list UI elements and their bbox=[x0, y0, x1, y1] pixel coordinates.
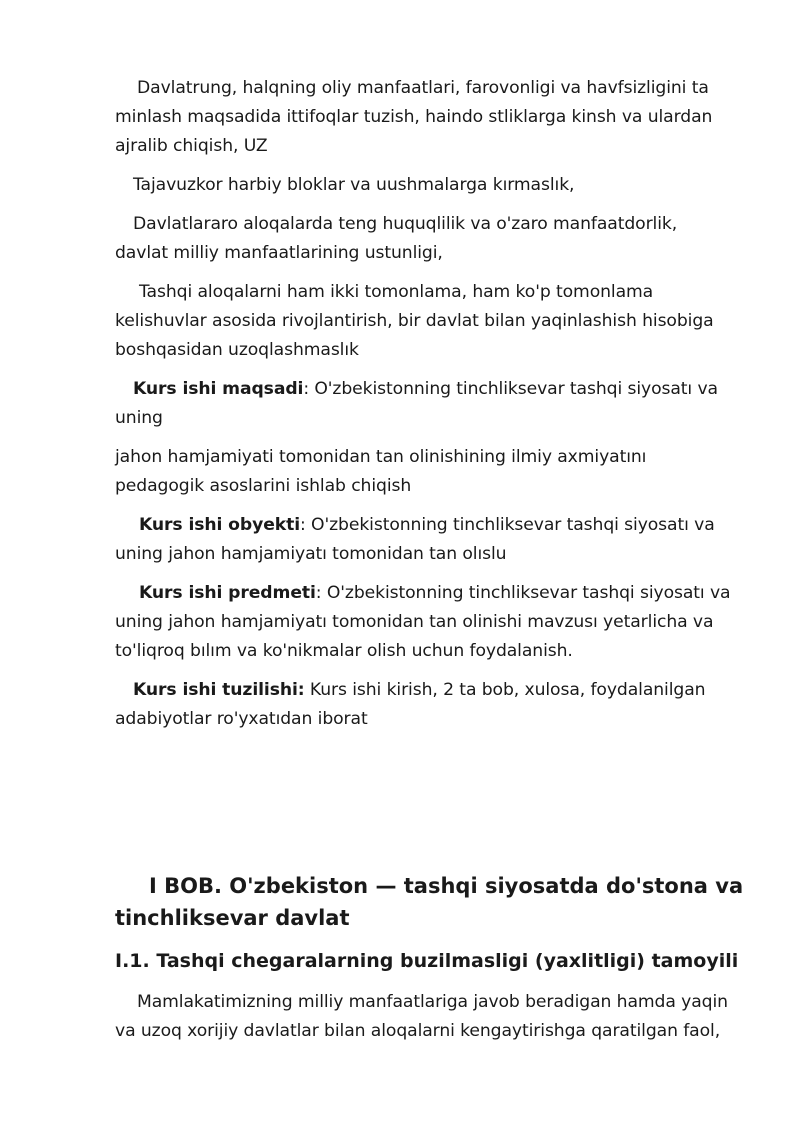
text-line: va uzoq xorijiy davlatlar bilan aloqalarni kengaytirishga qaratilgan faol, bbox=[115, 1021, 721, 1041]
text-line: tinchliksevar davlat bbox=[115, 906, 350, 930]
text-line: pedagogik asoslarini ishlab chiqish bbox=[115, 476, 412, 496]
text-line: I BOB. O'zbekiston — tashqi siyosatda do'stona va bbox=[149, 874, 744, 898]
text-line: jahon hamjamiyati tomonidan tan olinishining ilmiy axmiyatını bbox=[115, 447, 647, 467]
paragraph-structure bbox=[115, 676, 745, 734]
document-page bbox=[115, 74, 745, 1046]
section-title bbox=[115, 946, 745, 976]
text-line: davlat milliy manfaatlarining ustunligi, bbox=[115, 243, 443, 263]
paragraph-subject bbox=[115, 579, 745, 666]
paragraph-1 bbox=[115, 74, 745, 161]
text-line bbox=[115, 511, 745, 540]
paragraph-4 bbox=[115, 278, 745, 365]
paragraph-3 bbox=[115, 210, 745, 268]
text-line bbox=[115, 579, 745, 608]
text-line bbox=[115, 375, 745, 404]
paragraph-2 bbox=[115, 171, 745, 200]
text-line: uning jahon hamjamiyatı tomonidan tan olinishi mavzusı yetarlicha va bbox=[115, 612, 714, 632]
text-line: ajralib chiqish, UZ bbox=[115, 136, 268, 156]
structure-label: Kurs ishi tuzilishi: bbox=[133, 680, 305, 700]
text-line: boshqasidan uzoqlashmaslık bbox=[115, 340, 359, 360]
chapter-title bbox=[115, 870, 745, 934]
text-line: Davlatlararo aloqalarda teng huquqlilik va o'zaro manfaatdorlik, bbox=[133, 214, 678, 234]
structure-text: Kurs ishi kirish, 2 ta bob, xulosa, foydalanilgan bbox=[304, 680, 706, 700]
paragraph-object bbox=[115, 511, 745, 569]
text-line: Tajavuzkor harbiy bloklar va uushmalarga kırmaslık, bbox=[133, 175, 575, 195]
text-line: I.1. Tashqi chegaralarning buzilmasligi (yaxlitligi) tamoyili bbox=[115, 950, 739, 972]
subject-label: Kurs ishi predmeti bbox=[139, 583, 316, 603]
text-line: kelishuvlar asosida rivojlantirish, bir davlat bilan yaqinlashish hisobiga bbox=[115, 311, 714, 331]
object-label: Kurs ishi obyekti bbox=[139, 515, 300, 535]
text-line: adabiyotlar ro'yxatıdan iborat bbox=[115, 709, 368, 729]
text-line: Mamlakatimizning milliy manfaatlariga javob beradigan hamda yaqin bbox=[137, 992, 728, 1012]
text-line bbox=[115, 676, 745, 705]
paragraph-aim bbox=[115, 375, 745, 433]
text-line: uning bbox=[115, 408, 163, 428]
subject-text: : O'zbekistonning tinchliksevar tashqi siyosatı va bbox=[315, 583, 731, 603]
object-text: : O'zbekistonning tinchliksevar tashqi siyosatı va bbox=[300, 515, 715, 535]
paragraph-closing bbox=[115, 988, 745, 1046]
paragraph-aim-continued bbox=[115, 443, 745, 501]
aim-text: : O'zbekistonning tinchliksevar tashqi siyosatı va bbox=[303, 379, 718, 399]
aim-label: Kurs ishi maqsadi bbox=[133, 379, 304, 399]
text-line: minlash maqsadida ittifoqlar tuzish, haindo stliklarga kinsh va ulardan bbox=[115, 107, 713, 127]
text-line: Tashqi aloqalarni ham ikki tomonlama, ham ko'p tomonlama bbox=[139, 282, 654, 302]
text-line: Davlatrung, halqning oliy manfaatlari, farovonligi va havfsizligini ta bbox=[137, 78, 709, 98]
text-line: to'liqroq bılım va ko'nikmalar olish uchun foydalanish. bbox=[115, 641, 573, 661]
text-line: uning jahon hamjamiyatı tomonidan tan olıslu bbox=[115, 544, 507, 564]
